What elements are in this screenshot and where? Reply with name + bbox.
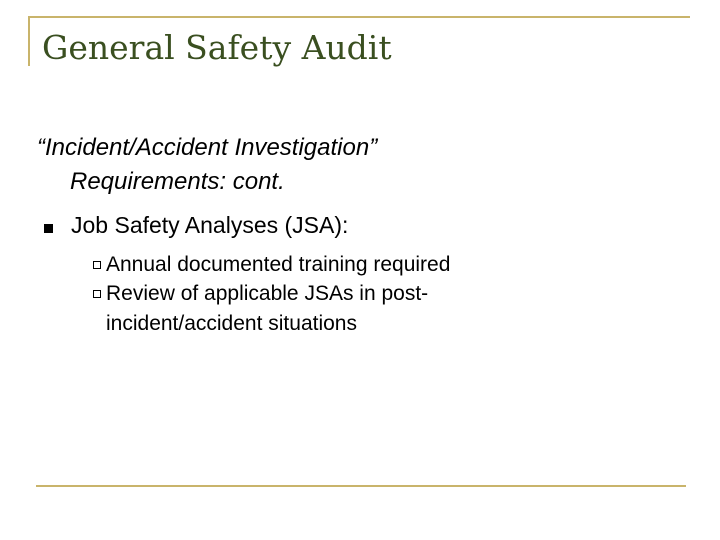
bullet-label: Job Safety Analyses (JSA): [71,212,349,238]
top-rule [28,16,690,18]
heading-line-2: Requirements: cont. [70,168,285,195]
slide-title: General Safety Audit [42,28,392,67]
sub-bullet-text: Annual documented training required [106,253,451,276]
heading-line-1: “Incident/Accident Investigation” [37,134,378,161]
filled-square-bullet-icon [44,224,53,233]
section-heading [37,131,677,199]
left-rule [28,16,30,66]
hollow-square-bullet-icon [93,261,101,269]
hollow-square-bullet-icon [93,290,101,298]
bottom-rule [36,485,686,487]
sub-bullet-text: Review of applicable JSAs in post-incident/accident situations [106,282,429,335]
